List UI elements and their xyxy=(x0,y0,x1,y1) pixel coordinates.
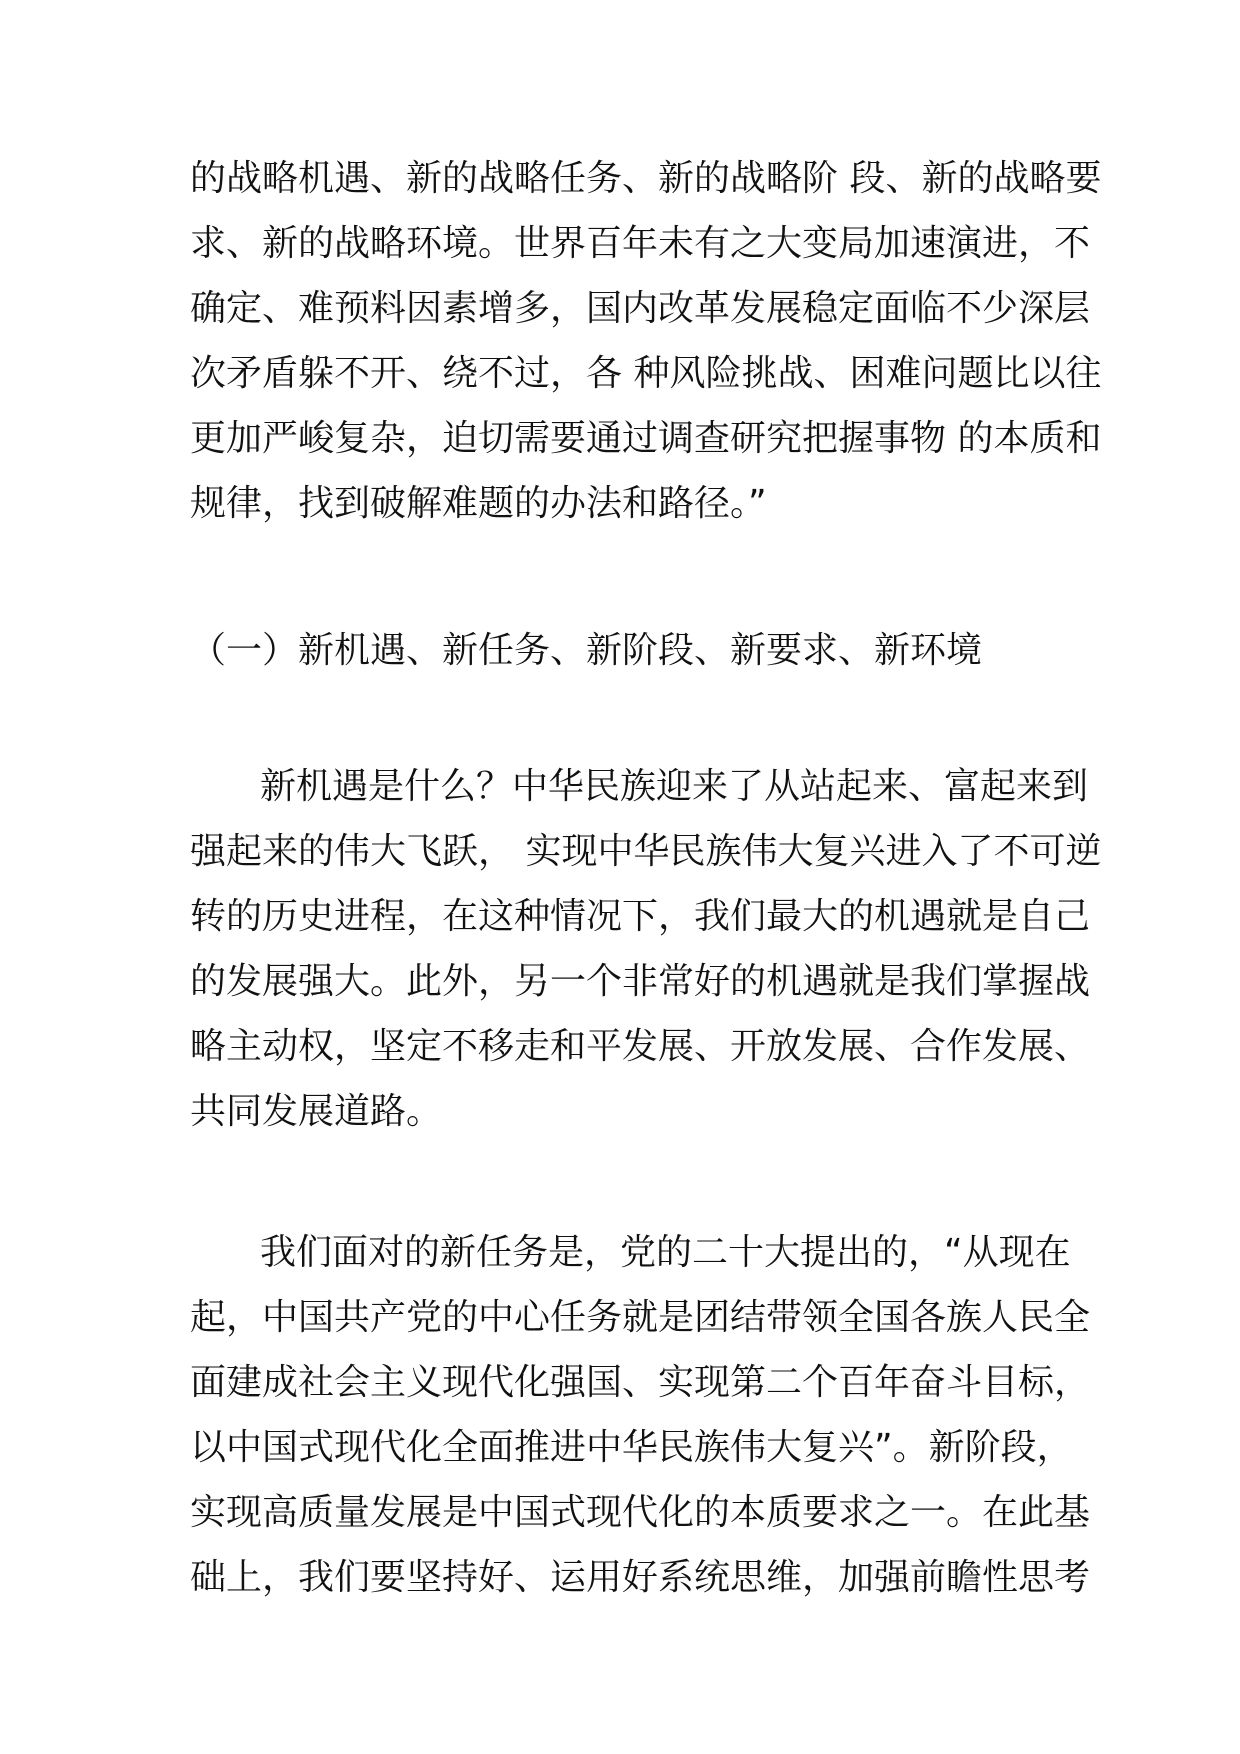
section-heading: （一）新机遇、新任务、新阶段、新要求、新环境 xyxy=(190,630,983,671)
paragraph-line: 的战略机遇、新的战略任务、新的战略阶 段、新的战略要 xyxy=(190,158,1102,199)
paragraph-line: 实现高质量发展是中国式现代化的本质要求之一。在此基 xyxy=(190,1492,1091,1533)
paragraph-line: 规律，找到破解难题的办法和路径。” xyxy=(190,483,767,524)
section-heading-block xyxy=(190,618,1070,683)
paragraph-line: 求、新的战略环境。世界百年未有之大变局加速演进，不 xyxy=(190,223,1091,264)
paragraph-line: 面建成社会主义现代化强国、实现第二个百年奋斗目标， xyxy=(190,1362,1091,1403)
paragraph-line: 略主动权，坚定不移走和平发展、开放发展、合作发展、 xyxy=(190,1026,1091,1067)
paragraph-line: 共同发展道路。 xyxy=(190,1091,443,1132)
paragraph-line: 新机遇是什么？中华民族迎来了从站起来、富起来到 xyxy=(260,766,1089,807)
paragraph-line: 的发展强大。此外，另一个非常好的机遇就是我们掌握战 xyxy=(190,961,1091,1002)
paragraph-line: 更加严峻复杂，迫切需要通过调查研究把握事物 的本质和 xyxy=(190,418,1102,459)
intro-paragraph xyxy=(190,146,1102,536)
paragraph-line: 起，中国共产党的中心任务就是团结带领全国各族人民全 xyxy=(190,1297,1091,1338)
paragraph-new-opportunity xyxy=(190,754,1102,1144)
paragraph-line: 强起来的伟大飞跃， 实现中华民族伟大复兴进入了不可逆 xyxy=(190,831,1102,872)
paragraph-line: 我们面对的新任务是，党的二十大提出的，“从现在 xyxy=(260,1232,1071,1273)
paragraph-line: 础上，我们要坚持好、运用好系统思维，加强前瞻性思考 xyxy=(190,1557,1091,1598)
paragraph-new-task xyxy=(190,1220,1091,1610)
paragraph-line: 确定、难预料因素增多，国内改革发展稳定面临不少深层 xyxy=(190,288,1091,329)
paragraph-line: 次矛盾躲不开、绕不过，各 种风险挑战、困难问题比以往 xyxy=(190,353,1102,394)
paragraph-line: 以中国式现代化全面推进中华民族伟大复兴”。新阶段， xyxy=(190,1427,1073,1468)
paragraph-line: 转的历史进程，在这种情况下，我们最大的机遇就是自己 xyxy=(190,896,1091,937)
